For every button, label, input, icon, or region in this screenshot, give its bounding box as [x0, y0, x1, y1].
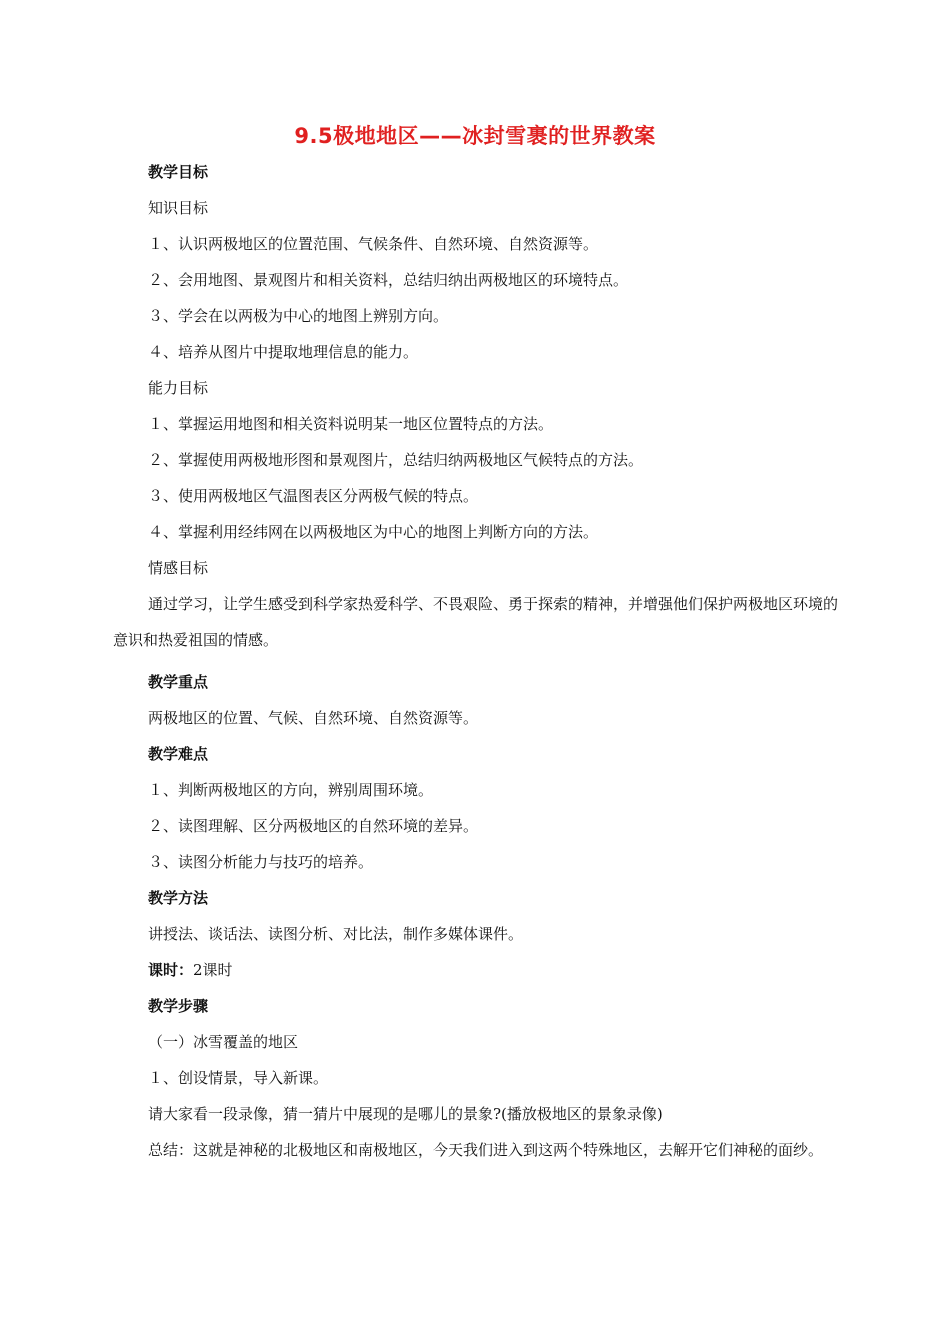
goals-heading: 教学目标	[148, 163, 209, 181]
hours-value: 2课时	[193, 961, 233, 979]
knowledge-item: １、认识两极地区的位置范围、气候条件、自然环境、自然资源等。	[148, 235, 599, 253]
knowledge-item: ２、会用地图、景观图片和相关资料，总结归纳出两极地区的环境特点。	[148, 271, 629, 289]
page-title: 9.5极地地区——冰封雪裹的世界教案	[294, 124, 656, 148]
step-text: 请大家看一段录像，猜一猜片中展现的是哪儿的景象?(播放极地区的景象录像)	[148, 1105, 663, 1123]
hours-label: 课时：	[148, 961, 194, 979]
knowledge-item: ３、学会在以两极为中心的地图上辨别方向。	[148, 307, 449, 325]
summary-paragraph: 总结：这就是神秘的北极地区和南极地区，今天我们进入到这两个特殊地区，去解开它们神秘的面纱。	[148, 1141, 824, 1159]
key-text: 两极地区的位置、气候、自然环境、自然资源等。	[148, 709, 479, 727]
emotion-paragraph: 通过学习，让学生感受到科学家热爱科学、不畏艰险、勇于探索的精神，并增强他们保护两极地区环境的意识和热爱祖国的情感。	[113, 595, 839, 649]
difficulty-heading: 教学难点	[148, 745, 209, 763]
emotion-heading: 情感目标	[148, 559, 209, 577]
steps-heading: 教学步骤	[148, 997, 209, 1015]
ability-item: １、掌握运用地图和相关资料说明某一地区位置特点的方法。	[148, 415, 554, 433]
hours-line	[148, 960, 233, 980]
ability-item: ４、掌握利用经纬网在以两极地区为中心的地图上判断方向的方法。	[148, 523, 599, 541]
ability-heading: 能力目标	[148, 379, 209, 397]
step-item: １、创设情景，导入新课。	[148, 1069, 329, 1087]
method-text: 讲授法、谈话法、读图分析、对比法，制作多媒体课件。	[148, 925, 524, 943]
difficulty-item: ２、读图理解、区分两极地区的自然环境的差异。	[148, 817, 479, 835]
difficulty-item: １、判断两极地区的方向，辨别周围环境。	[148, 781, 434, 799]
method-heading: 教学方法	[148, 889, 209, 907]
step-section: （一）冰雪覆盖的地区	[148, 1033, 299, 1051]
ability-item: ２、掌握使用两极地形图和景观图片，总结归纳两极地区气候特点的方法。	[148, 451, 644, 469]
knowledge-item: ４、培养从图片中提取地理信息的能力。	[148, 343, 419, 361]
difficulty-item: ３、读图分析能力与技巧的培养。	[148, 853, 374, 871]
ability-item: ３、使用两极地区气温图表区分两极气候的特点。	[148, 487, 479, 505]
knowledge-heading: 知识目标	[148, 199, 209, 217]
key-heading: 教学重点	[148, 673, 209, 691]
